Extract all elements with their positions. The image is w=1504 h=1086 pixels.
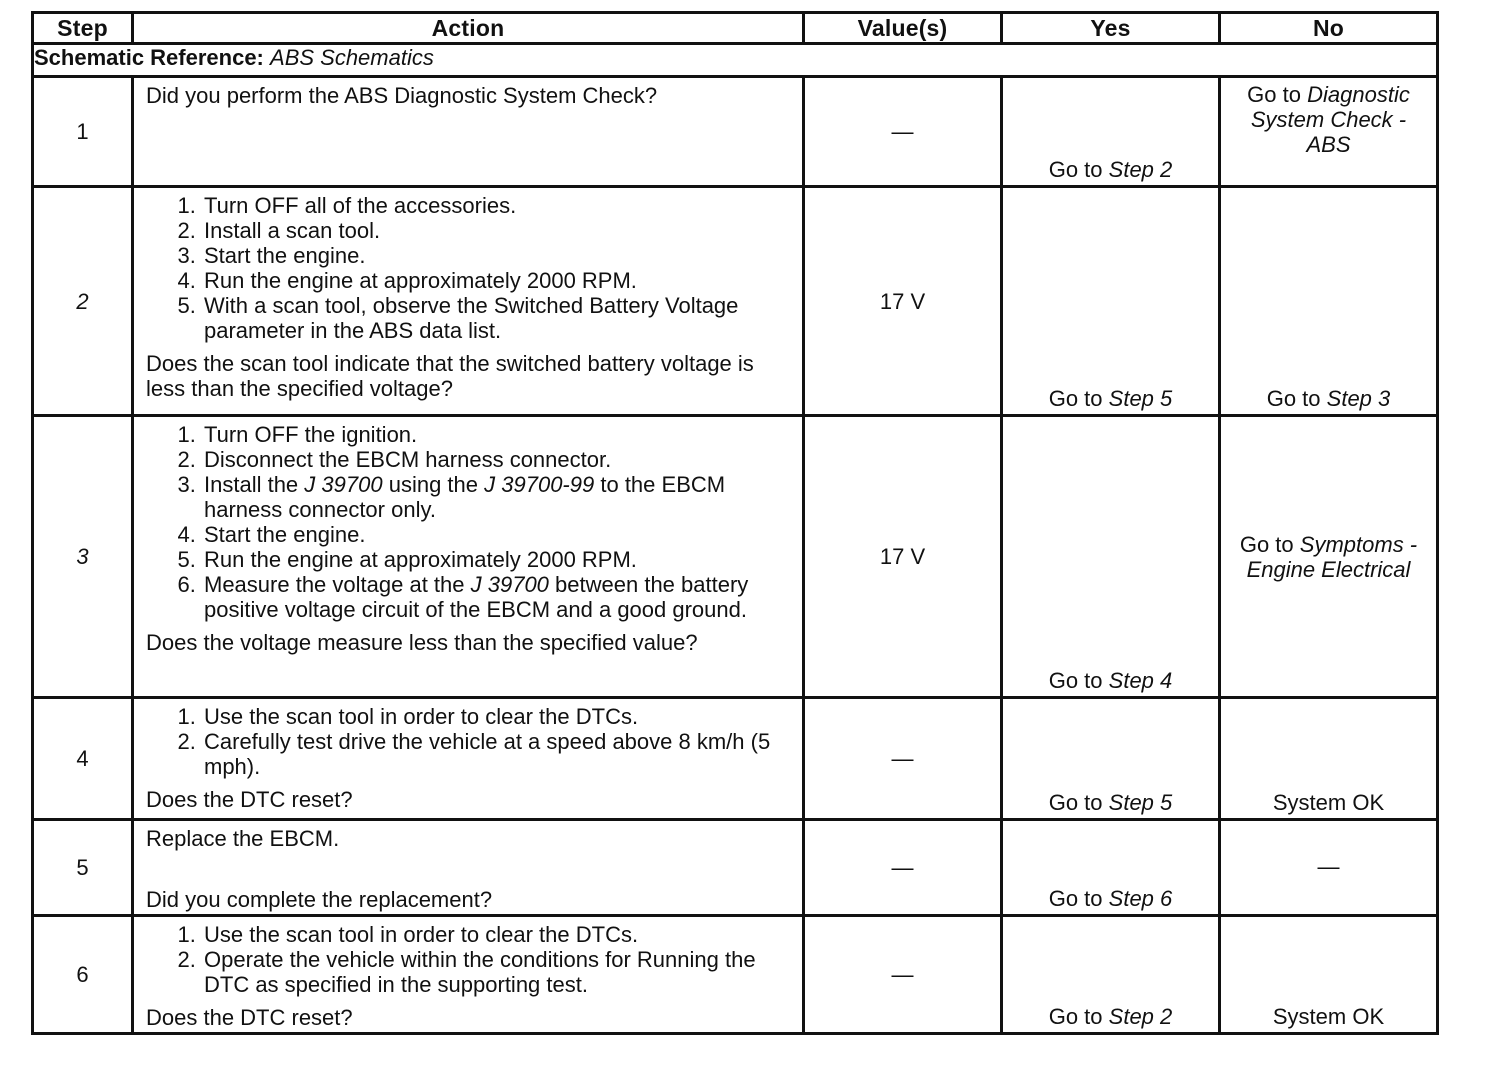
header-step: Step	[33, 13, 133, 44]
no-link[interactable]: Diagnostic System Check - ABS	[1250, 82, 1410, 157]
yes-prefix: Go to	[1048, 1004, 1103, 1029]
value-cell: —	[804, 820, 1002, 916]
value-cell: —	[804, 77, 1002, 187]
no-prefix: Go to	[1247, 82, 1301, 107]
value-cell: 17 V	[804, 416, 1002, 698]
action-step: 2. Carefully test drive the vehicle at a speed above 8 km/h (5 mph).	[202, 729, 794, 779]
yes-prefix: Go to	[1048, 386, 1103, 411]
action-step: 1. Turn OFF all of the accessories.	[202, 193, 794, 218]
schematic-reference-row	[33, 44, 1438, 77]
no-link[interactable]: Symptoms - Engine Electrical	[1246, 531, 1418, 582]
action-step	[202, 572, 794, 622]
step-number: 5	[33, 820, 133, 916]
header-values: Value(s)	[804, 13, 1002, 44]
header-action: Action	[133, 13, 804, 44]
table-row	[33, 916, 1438, 1034]
action-step: 1. Use the scan tool in order to clear the DTCs.	[202, 704, 794, 729]
no-cell: —	[1220, 820, 1438, 916]
yes-link[interactable]: Step 5	[1108, 790, 1173, 815]
yes-link[interactable]: Step 2	[1108, 157, 1173, 182]
no-cell: System OK	[1220, 698, 1438, 820]
schematic-label: Schematic Reference:	[34, 45, 264, 70]
action-step: 2. Disconnect the EBCM harness connector.	[202, 447, 794, 472]
action-step: 2. Operate the vehicle within the conditions for Running the DTC as specified in the supporting test.	[202, 947, 794, 997]
no-cell: System OK	[1220, 916, 1438, 1034]
table-row	[33, 820, 1438, 916]
action-text: Install the	[204, 472, 299, 497]
header-row	[33, 13, 1438, 44]
action-text: to the EBCM harness connector only.	[204, 472, 726, 522]
yes-cell	[1002, 77, 1220, 187]
yes-cell	[1002, 698, 1220, 820]
header-yes: Yes	[1002, 13, 1220, 44]
yes-cell	[1002, 820, 1220, 916]
action-question: Does the voltage measure less than the specified value?	[146, 630, 698, 655]
action-steps	[146, 922, 794, 997]
yes-link[interactable]: Step 4	[1108, 668, 1173, 693]
action-text: between the battery positive voltage circuit of the EBCM and a good ground.	[204, 572, 749, 622]
no-cell	[1220, 187, 1438, 416]
yes-link[interactable]: Step 6	[1108, 886, 1173, 911]
action-cell	[133, 820, 804, 916]
action-cell	[133, 698, 804, 820]
action-steps	[146, 193, 794, 343]
action-step: 4. Start the engine.	[202, 522, 794, 547]
action-step: 5. Run the engine at approximately 2000 RPM.	[202, 547, 794, 572]
schematic-link[interactable]: ABS Schematics	[270, 45, 434, 70]
action-text: using the	[388, 472, 479, 497]
no-prefix: Go to	[1266, 386, 1321, 411]
yes-prefix: Go to	[1048, 668, 1103, 693]
action-step: 4. Run the engine at approximately 2000 RPM.	[202, 268, 794, 293]
step-number: 2	[33, 187, 133, 416]
action-cell	[133, 187, 804, 416]
action-cell	[133, 416, 804, 698]
schematic-reference	[33, 44, 1438, 77]
step-number: 3	[33, 416, 133, 698]
no-link[interactable]: Step 3	[1326, 386, 1391, 411]
step-number: 4	[33, 698, 133, 820]
yes-prefix: Go to	[1048, 157, 1103, 182]
value-cell: 17 V	[804, 187, 1002, 416]
diagnostic-table	[31, 11, 1439, 1035]
action-instruction: Replace the EBCM.	[146, 826, 340, 851]
yes-cell	[1002, 187, 1220, 416]
tool-ref[interactable]: J 39700	[304, 472, 383, 497]
header-no: No	[1220, 13, 1438, 44]
action-cell	[133, 77, 804, 187]
no-prefix: Go to	[1239, 531, 1294, 557]
yes-cell	[1002, 416, 1220, 698]
step-number: 6	[33, 916, 133, 1034]
action-step: 5. With a scan tool, observe the Switched Battery Voltage parameter in the ABS data list.	[202, 293, 794, 343]
yes-link[interactable]: Step 5	[1108, 386, 1173, 411]
action-question: Did you complete the replacement?	[146, 887, 493, 912]
action-step: 3. Start the engine.	[202, 243, 794, 268]
action-step: 2. Install a scan tool.	[202, 218, 794, 243]
tool-ref[interactable]: J 39700	[470, 572, 549, 597]
action-step: 1. Use the scan tool in order to clear the DTCs.	[202, 922, 794, 947]
action-step: 1. Turn OFF the ignition.	[202, 422, 794, 447]
action-text: Measure the voltage at the	[204, 572, 465, 597]
action-question: Did you perform the ABS Diagnostic System Check?	[146, 83, 658, 108]
table-row	[33, 187, 1438, 416]
yes-prefix: Go to	[1048, 790, 1103, 815]
table-row	[33, 416, 1438, 698]
yes-link[interactable]: Step 2	[1108, 1004, 1173, 1029]
no-cell	[1220, 77, 1438, 187]
action-question: Does the DTC reset?	[146, 787, 353, 812]
action-step	[202, 472, 794, 522]
value-cell: —	[804, 698, 1002, 820]
step-number: 1	[33, 77, 133, 187]
value-cell: —	[804, 916, 1002, 1034]
no-cell	[1220, 416, 1438, 698]
action-steps	[146, 704, 794, 779]
action-cell	[133, 916, 804, 1034]
action-question: Does the DTC reset?	[146, 1005, 353, 1030]
yes-prefix: Go to	[1048, 886, 1103, 911]
action-question: Does the scan tool indicate that the switched battery voltage is less than the specified voltage?	[146, 351, 754, 401]
tool-ref[interactable]: J 39700-99	[484, 472, 595, 497]
action-steps	[146, 422, 794, 622]
yes-cell	[1002, 916, 1220, 1034]
table-row	[33, 698, 1438, 820]
table-row	[33, 77, 1438, 187]
